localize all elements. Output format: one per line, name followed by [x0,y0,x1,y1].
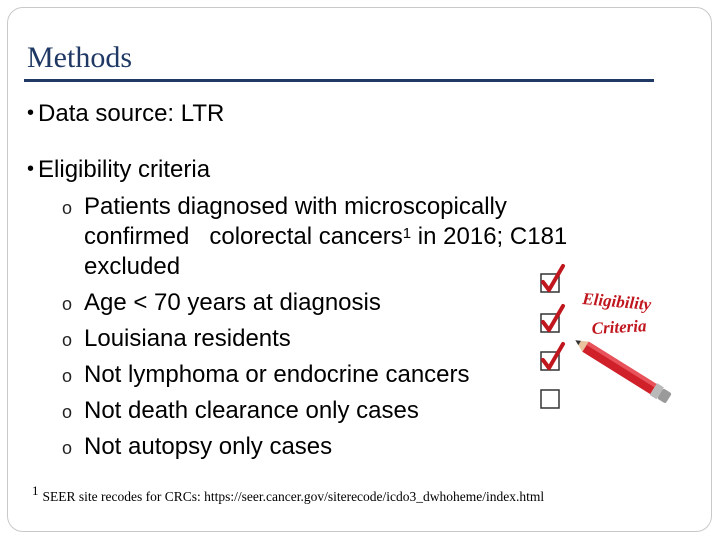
criteria-item-4 [62,360,470,391]
graphic-word-criteria: Criteria [591,316,647,338]
graphic-word-eligibility: Eligibility [581,289,652,314]
criteria-text: Age < 70 years at diagnosis [84,289,381,316]
sub-bullet-icon: o [62,330,73,350]
criteria-text: excluded [84,253,181,280]
pencil-icon [572,334,673,404]
bullet-label: Eligibility criteria [38,156,211,183]
footnote-ref: 1 [402,225,412,242]
page-title: Methods [27,41,132,74]
title-underline [24,79,654,82]
eligibility-criteria-graphic [536,262,686,422]
sub-bullet-icon: o [62,198,73,218]
footnote-number: 1 [32,483,39,498]
bullet-label: Data source: LTR [38,100,225,127]
bullet-dot-icon: • [27,102,35,124]
criteria-item-1-line3 [84,252,180,282]
criteria-item-5 [62,396,419,427]
criteria-text: Patients diagnosed with microscopically [84,193,507,220]
bullet-eligibility [27,156,210,185]
sub-bullet-icon: o [62,294,73,314]
sub-bullet-icon: o [62,366,73,386]
checkbox-checked-icon [541,266,563,292]
criteria-text: in 2016; C181 [411,223,568,250]
criteria-text: Louisiana residents [84,325,291,352]
criteria-text: Not autopsy only cases [84,433,333,460]
criteria-item-2 [62,288,381,319]
bullet-data-source [27,100,224,129]
sub-bullet-icon: o [62,402,73,422]
footnote-text: SEER site recodes for CRCs: https://seer.cancer.gov/siterecode/icdo3_dwhoheme/index.html [42,489,545,504]
criteria-text: confirmed colorectal cancers [84,223,403,250]
checkbox-checked-icon [541,306,563,332]
criteria-text: Not lymphoma or endocrine cancers [84,361,470,388]
criteria-text: Not death clearance only cases [84,397,419,424]
checkbox-checked-icon [541,344,563,370]
sub-bullet-icon: o [62,438,73,458]
footnote [32,483,545,505]
criteria-item-3 [62,324,291,355]
checkbox-empty-icon [541,390,559,408]
criteria-item-1 [62,192,507,223]
criteria-item-1-line2 [84,222,567,252]
bullet-dot-icon: • [27,158,35,180]
criteria-item-6 [62,432,332,463]
